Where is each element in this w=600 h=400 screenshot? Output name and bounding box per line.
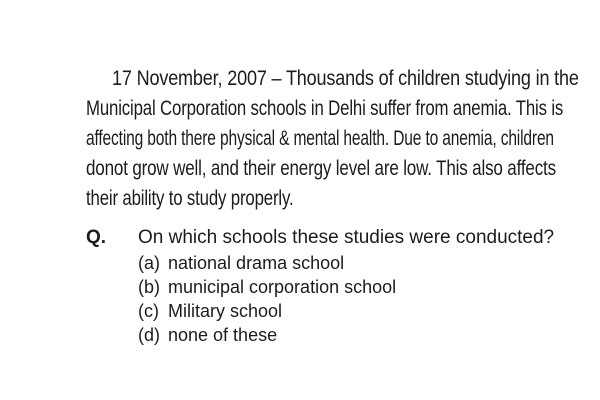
option-a[interactable] <box>138 251 396 275</box>
question-label: Q. <box>86 227 107 248</box>
option-d[interactable] <box>138 323 396 347</box>
news-passage <box>86 64 579 214</box>
option-c-letter: (c) <box>138 301 159 321</box>
option-d-letter: (d) <box>138 325 160 345</box>
question-text: On which schools these studies were conducted? <box>138 227 555 248</box>
passage-line-1: 17 November, 2007 – Thousands of children studying in the <box>112 67 579 90</box>
passage-line-5: their ability to study properly. <box>86 187 294 210</box>
option-b[interactable] <box>138 275 396 299</box>
passage-line-2: Municipal Corporation schools in Delhi suffer from anemia. This is <box>86 97 564 120</box>
option-c-text: Military school <box>168 301 283 321</box>
option-a-text: national drama school <box>168 253 345 273</box>
option-b-letter: (b) <box>138 277 160 297</box>
option-c[interactable] <box>138 299 396 323</box>
option-b-text: municipal corporation school <box>168 277 397 297</box>
passage-line-3: affecting both there physical & mental health. Due to anemia, children <box>86 127 554 150</box>
passage-line-4: donot grow well, and their energy level are low. This also affects <box>86 157 556 180</box>
option-a-letter: (a) <box>138 253 160 273</box>
answer-options <box>138 251 396 347</box>
option-d-text: none of these <box>168 325 278 345</box>
